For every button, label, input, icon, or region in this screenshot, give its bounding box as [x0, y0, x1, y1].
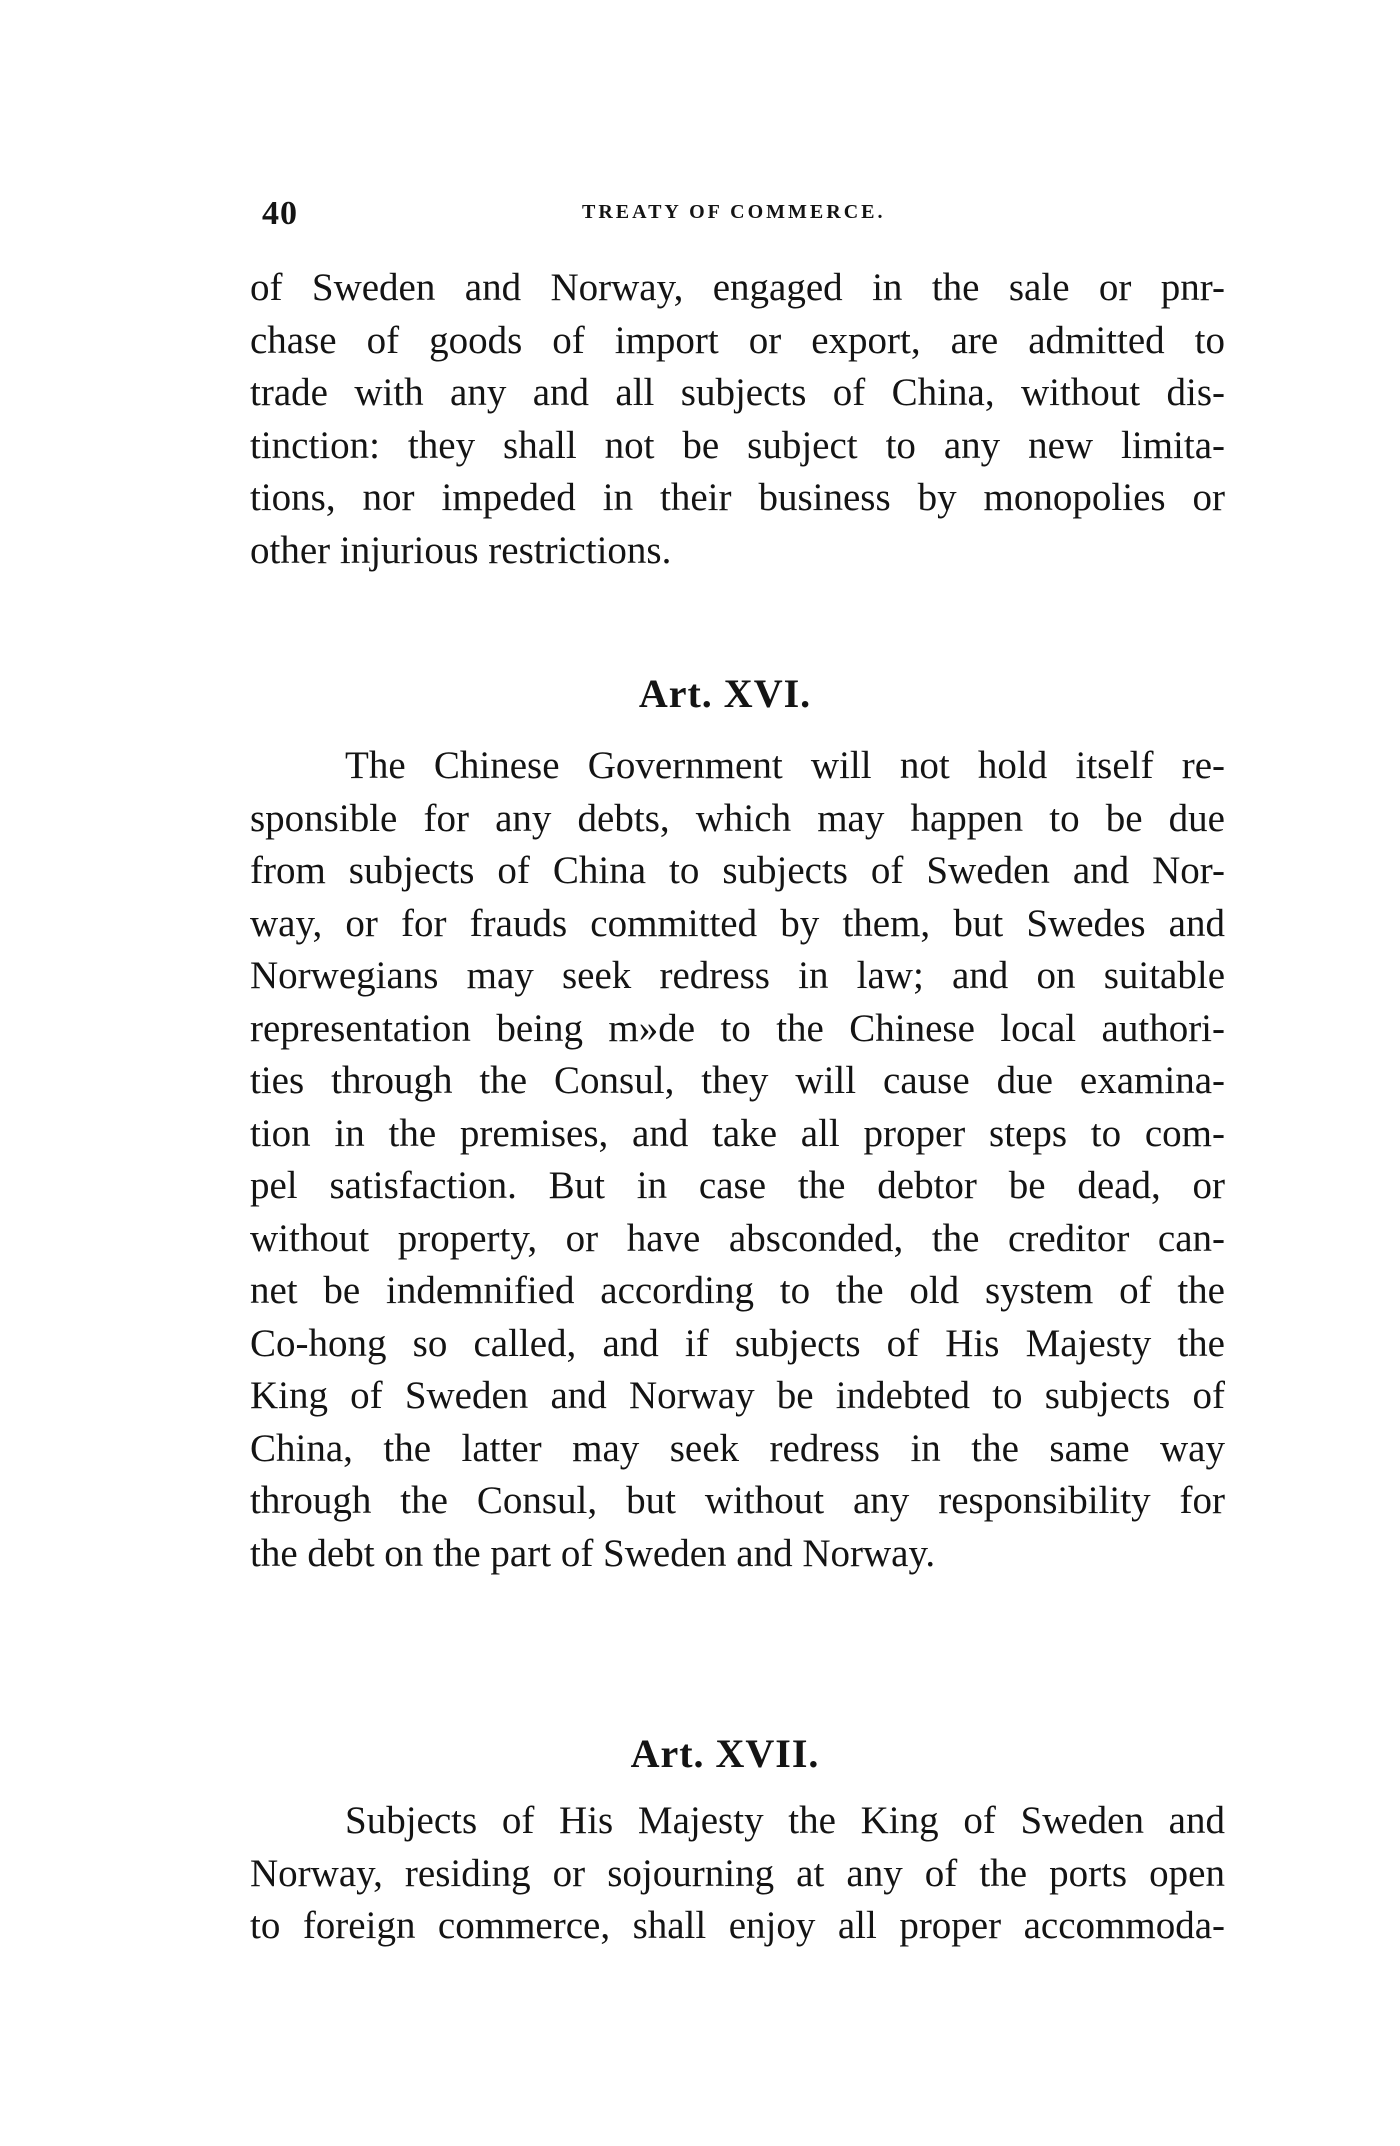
- text-line: from subjects of China to subjects of Sweden and Nor-: [250, 849, 1225, 892]
- text-line: of Sweden and Norway, engaged in the sale or pnr-: [250, 266, 1225, 309]
- text-line: through the Consul, but without any responsibility for: [250, 1479, 1225, 1522]
- text-line: way, or for frauds committed by them, but Swedes and: [250, 901, 1225, 945]
- text-line: tion in the premises, and take all proper steps to com-: [250, 1111, 1225, 1155]
- text-line: China, the latter may seek redress in the same way: [250, 1426, 1225, 1470]
- text-line: sponsible for any debts, which may happen to be due: [250, 796, 1225, 840]
- text-line: to foreign commerce, shall enjoy all proper accommoda-: [250, 1904, 1225, 1947]
- text-line: trade with any and all subjects of China, without dis-: [250, 371, 1225, 414]
- text-line: other injurious restrictions.: [250, 528, 672, 572]
- text-line: net be indemnified according to the old system of the: [250, 1269, 1225, 1312]
- running-title: TREATY OF COMMERCE.: [582, 201, 886, 223]
- text-line: Norwegians may seek redress in law; and on suitable: [250, 954, 1225, 997]
- text-line: pel satisfaction. But in case the debtor be dead, or: [250, 1164, 1225, 1207]
- page-number: 40: [262, 195, 298, 232]
- article-xvii-paragraph: [250, 1795, 1225, 1953]
- text-line: ties through the Consul, they will cause due examina-: [250, 1059, 1225, 1102]
- article-heading-xvi: Art. XVI.: [638, 671, 812, 716]
- text-line: The Chinese Government will not hold itself re-: [345, 744, 1225, 787]
- text-line: King of Sweden and Norway be indebted to subjects of: [250, 1374, 1225, 1417]
- text-line: tinction: they shall not be subject to any new limita-: [250, 423, 1225, 467]
- running-head: [262, 195, 1222, 235]
- text-line: Subjects of His Majesty the King of Sweden and: [345, 1799, 1225, 1842]
- article-heading-xvii: Art. XVII.: [630, 1731, 820, 1776]
- text-line: the debt on the part of Sweden and Norway.: [250, 1531, 936, 1575]
- text-line: Norway, residing or sojourning at any of the ports open: [250, 1851, 1225, 1895]
- continued-paragraph: [250, 262, 1225, 577]
- text-line: representation being m»de to the Chinese local authori-: [250, 1006, 1225, 1050]
- text-line: tions, nor impeded in their business by monopolies or: [250, 476, 1225, 519]
- article-xvi-paragraph: [250, 740, 1225, 1580]
- text-line: Co-hong so called, and if subjects of His Majesty the: [250, 1321, 1225, 1365]
- text-line: chase of goods of import or export, are admitted to: [250, 318, 1225, 362]
- text-line: without property, or have absconded, the creditor can-: [250, 1216, 1225, 1260]
